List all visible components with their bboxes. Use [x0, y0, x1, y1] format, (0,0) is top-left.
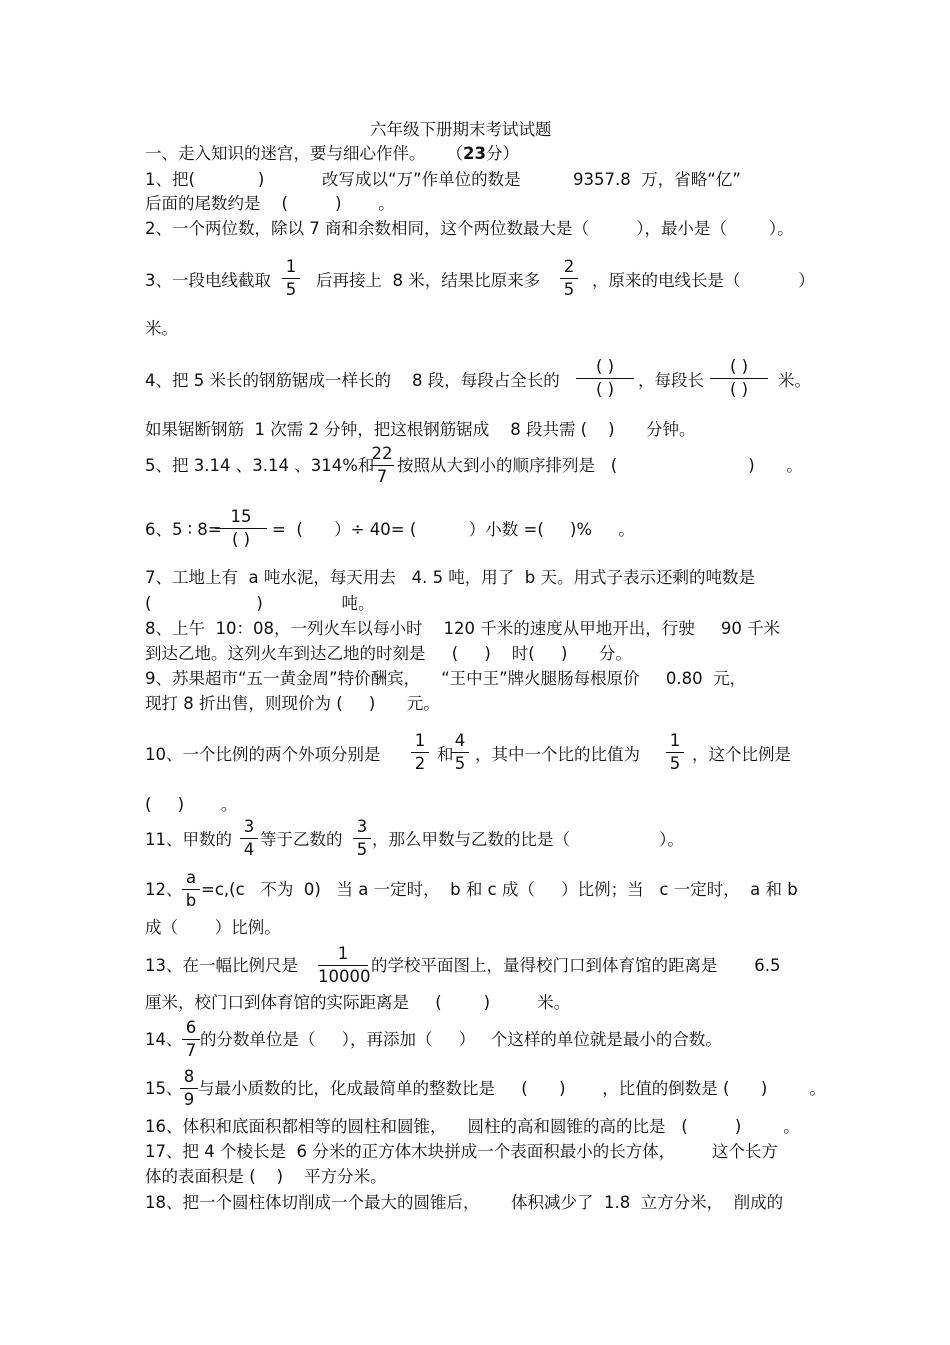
- question-1-line-2: 后面的尾数约是 ( ) 。: [145, 194, 395, 213]
- question-10-fraction-3: 1 5: [666, 732, 684, 773]
- question-5-text-b: 按照从大到小的顺序排列是 ( ) 。: [397, 456, 803, 475]
- question-3-text-a: 3、一段电线截取: [145, 271, 271, 290]
- question-10-fraction-2: 4 5: [451, 732, 469, 773]
- question-8-line-1: 8、上午 10：08，一列火车以每小时 120 千米的速度从甲地开出，行驶 90 千米: [145, 619, 781, 638]
- question-3-text-b: 后再接上 8 米，结果比原来多: [316, 271, 541, 290]
- question-3-text-d: 米。: [145, 319, 178, 338]
- question-1-line-1: 1、把( ) 改写成以“万”作单位的数是 9357.8 万，省略“亿”: [145, 170, 741, 189]
- page-title: 六年级下册期末考试试题: [370, 120, 552, 139]
- question-11-text-b: 等于乙数的: [260, 830, 343, 849]
- question-12-text-a: 12、: [145, 880, 183, 899]
- question-13-fraction: 1 10000: [318, 944, 371, 986]
- question-13-text-b: 的学校平面图上，量得校门口到体育馆的距离是 6.5: [371, 956, 781, 975]
- question-3-fraction-1: 1 5: [282, 258, 300, 299]
- question-11-text-c: ，那么甲数与乙数的比是（ ）。: [372, 830, 684, 849]
- section-heading: 一、走入知识的迷宫，要与细心作伴。 （23分）: [145, 144, 519, 163]
- question-13-line-2: 厘米，校门口到体育馆的实际距离是 ( ) 米。: [145, 993, 571, 1012]
- question-10-text-c: ，其中一个比的比值为: [475, 745, 640, 764]
- question-10-line-2: ( ) 。: [145, 795, 238, 814]
- question-4-fraction-2: ( ) ( ): [710, 358, 768, 399]
- question-15-text-b: 与最小质数的比，化成最简单的整数比是 ( ) ，比值的倒数是 ( ) 。: [198, 1079, 826, 1098]
- question-14-text-a: 14、: [145, 1030, 183, 1049]
- question-12-fraction: a b: [182, 869, 200, 910]
- question-3-fraction-2: 2 5: [560, 258, 578, 299]
- question-9-line-2: 现打 8 折出售，则现价为 ( ) 元。: [145, 694, 440, 713]
- question-17-line-1: 17、把 4 个棱长是 6 分米的正方体木块拼成一个表面积最小的长方体， 这个长方: [145, 1142, 778, 1161]
- question-10-text-a: 10、一个比例的两个外项分别是: [145, 745, 381, 764]
- question-5-text-a: 5、把 3.14 、3.14 、314%和: [145, 456, 375, 475]
- question-6-fraction: 15 ( ): [215, 508, 267, 549]
- question-7-line-2: ( ) 吨。: [145, 594, 375, 613]
- question-5-fraction: 22 7: [371, 444, 393, 486]
- question-11-fraction-1: 3 4: [240, 818, 258, 859]
- question-12-line-2: 成（ ）比例。: [145, 918, 281, 937]
- question-15-fraction: 8 9: [180, 1068, 198, 1109]
- question-15-text-a: 15、: [145, 1079, 183, 1098]
- question-16: 16、体积和底面积都相等的圆柱和圆锥， 圆柱的高和圆锥的高的比是 ( ) 。: [145, 1117, 800, 1136]
- question-11-text-a: 11、甲数的: [145, 830, 232, 849]
- question-17-line-2: 体的表面积是 ( ) 平方分米。: [145, 1167, 387, 1186]
- question-14-text-b: 的分数单位是（ ），再添加（ ） 个这样的单位就是最小的合数。: [200, 1030, 722, 1049]
- question-10-text-b: 和: [437, 745, 454, 764]
- question-4-line-2: 如果锯断钢筋 1 次需 2 分钟，把这根钢筋锯成 8 段共需 ( ) 分钟。: [145, 420, 696, 439]
- question-4-fraction-1: ( ) ( ): [576, 358, 634, 399]
- question-2: 2、一个两位数，除以 7 商和余数相同，这个两位数最大是（ ），最小是（ ）。: [145, 219, 794, 238]
- question-3-text-c: ，原来的电线长是（ ）: [592, 271, 815, 290]
- question-6-text-a: 6、5 ∶ 8=: [145, 520, 222, 539]
- question-18: 18、把一个圆柱体切削成一个最大的圆锥后， 体积减少了 1.8 立方分米， 削成的: [145, 1193, 784, 1212]
- question-11-fraction-2: 3 5: [353, 818, 371, 859]
- question-8-line-2: 到达乙地。这列火车到达乙地的时刻是 ( ) 时( ) 分。: [145, 644, 632, 663]
- question-7-line-1: 7、工地上有 a 吨水泥，每天用去 4. 5 吨，用了 b 天。用式子表示还剩的吨数是: [145, 568, 756, 587]
- question-10-fraction-1: 1 2: [411, 732, 429, 773]
- question-4-text-a: 4、把 5 米长的钢筋锯成一样长的 8 段，每段占全长的: [145, 371, 560, 390]
- question-6-text-b: = ( ）÷ 40= ( ）小数 =( )% 。: [272, 520, 635, 539]
- question-4-text-b: ，每段长: [638, 371, 704, 390]
- question-4-text-c: 米。: [778, 371, 811, 390]
- question-14-fraction: 6 7: [182, 1019, 200, 1060]
- question-9-line-1: 9、苏果超市“五一黄金周”特价酬宾， “王中王”牌火腿肠每根原价 0.80 元，: [145, 669, 747, 688]
- question-10-text-d: ，这个比例是: [692, 745, 791, 764]
- question-13-text-a: 13、在一幅比例尺是: [145, 956, 298, 975]
- question-12-text-b: =c,(c 不为 0) 当 a 一定时， b 和 c 成（ ）比例；当 c 一定时， a 和 b: [201, 880, 798, 899]
